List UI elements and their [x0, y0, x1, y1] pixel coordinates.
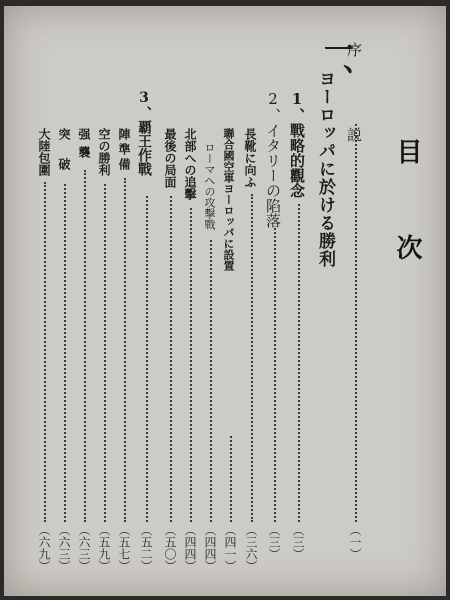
toc-entry-3-leader	[274, 228, 276, 522]
toc-entry-14-page: （六九）	[37, 524, 51, 572]
toc-entry-8-leader	[170, 196, 172, 522]
toc-entry-2-marker: 1、	[288, 90, 306, 123]
toc-entry-10-page: （五七）	[117, 524, 131, 572]
toc-entry-0-label: 序 説	[345, 42, 363, 144]
toc-entry-6-leader	[210, 240, 212, 522]
toc-entry-3-page: （三）	[267, 524, 281, 560]
toc-entry-12-label: 强襲	[77, 128, 91, 164]
toc-entry-3-label	[265, 90, 280, 228]
toc-entry-7	[180, 6, 200, 596]
toc-entry-3-text: イタリーの陷落	[264, 123, 282, 228]
page-title: 目次	[392, 138, 422, 330]
toc-entry-8-page: （五〇）	[163, 524, 177, 572]
toc-entry-3	[262, 6, 286, 596]
toc-entry-11	[94, 6, 114, 596]
toc-entry-12	[74, 6, 94, 596]
toc-entry-2-leader	[298, 204, 300, 522]
toc-entry-7-leader	[190, 208, 192, 522]
toc-entry-6	[200, 6, 220, 596]
toc-entry-9-page: （五二）	[139, 524, 153, 572]
toc-entry-5-page: （四一）	[223, 524, 237, 572]
toc-entry-6-label: ローマへの攻擊戰	[203, 142, 216, 230]
toc-entry-11-label: 空の勝利	[97, 128, 111, 176]
toc-entry-9	[134, 6, 158, 596]
toc-entry-8-label: 最後の局面	[163, 128, 177, 188]
toc-entry-4	[240, 6, 262, 596]
toc-entry-12-page: （六三）	[77, 524, 91, 572]
toc-entry-2-page: （三）	[291, 524, 305, 560]
toc-entry-11-leader	[104, 184, 106, 522]
toc-entry-14	[34, 6, 54, 596]
toc-entry-9-leader	[146, 196, 148, 522]
toc-entry-13	[54, 6, 74, 596]
toc-entry-7-label: 北部への追擊	[183, 128, 197, 200]
toc-entry-3-marker: 2、	[264, 90, 282, 123]
toc-entry-2-label	[289, 90, 304, 198]
toc-entry-5	[220, 6, 240, 596]
toc-entry-5-leader	[230, 436, 232, 522]
toc-entry-0-page: （一）	[348, 524, 362, 560]
toc-entry-9-marker: 3、	[136, 90, 152, 120]
toc-entry-10-leader	[124, 178, 126, 522]
toc-entry-4-page: （三六）	[244, 524, 258, 572]
toc-entry-4-leader	[251, 194, 253, 522]
toc-entry-11-page: （五九）	[97, 524, 111, 572]
toc-entry-13-label: 突破	[57, 128, 71, 188]
toc-entry-4-label: 長靴に向ふ	[243, 128, 257, 188]
toc-entry-12-leader	[84, 170, 86, 522]
toc-entry-10-label: 陣準備	[117, 128, 131, 173]
toc-entry-10	[114, 6, 134, 596]
toc-entry-13-page: （六三）	[57, 524, 71, 572]
toc-entry-0-leader	[355, 124, 357, 522]
toc-entry-1-label: ヨーロッパに於ける勝利	[315, 70, 335, 268]
toc-entry-5-label: 聯合國空軍ヨーロッパに設置	[222, 128, 235, 271]
document-page	[4, 6, 446, 596]
toc-entry-7-page: （四四）	[183, 524, 197, 572]
toc-entry-13-leader	[64, 184, 66, 522]
toc-entry-8	[160, 6, 180, 596]
toc-entry-1	[312, 6, 338, 596]
toc-entry-14-leader	[44, 182, 46, 522]
toc-entry-9-label	[137, 90, 151, 176]
toc-entry-9-text: 覇王作戰	[136, 120, 152, 176]
toc-entry-6-page: （四四）	[203, 524, 217, 572]
toc-entry-2	[286, 6, 310, 596]
toc-entry-0-marker: 一、	[318, 34, 353, 94]
toc-entry-2-text: 戰略的觀念	[288, 123, 306, 198]
toc-entry-14-label: 大陸包圍	[37, 128, 51, 176]
